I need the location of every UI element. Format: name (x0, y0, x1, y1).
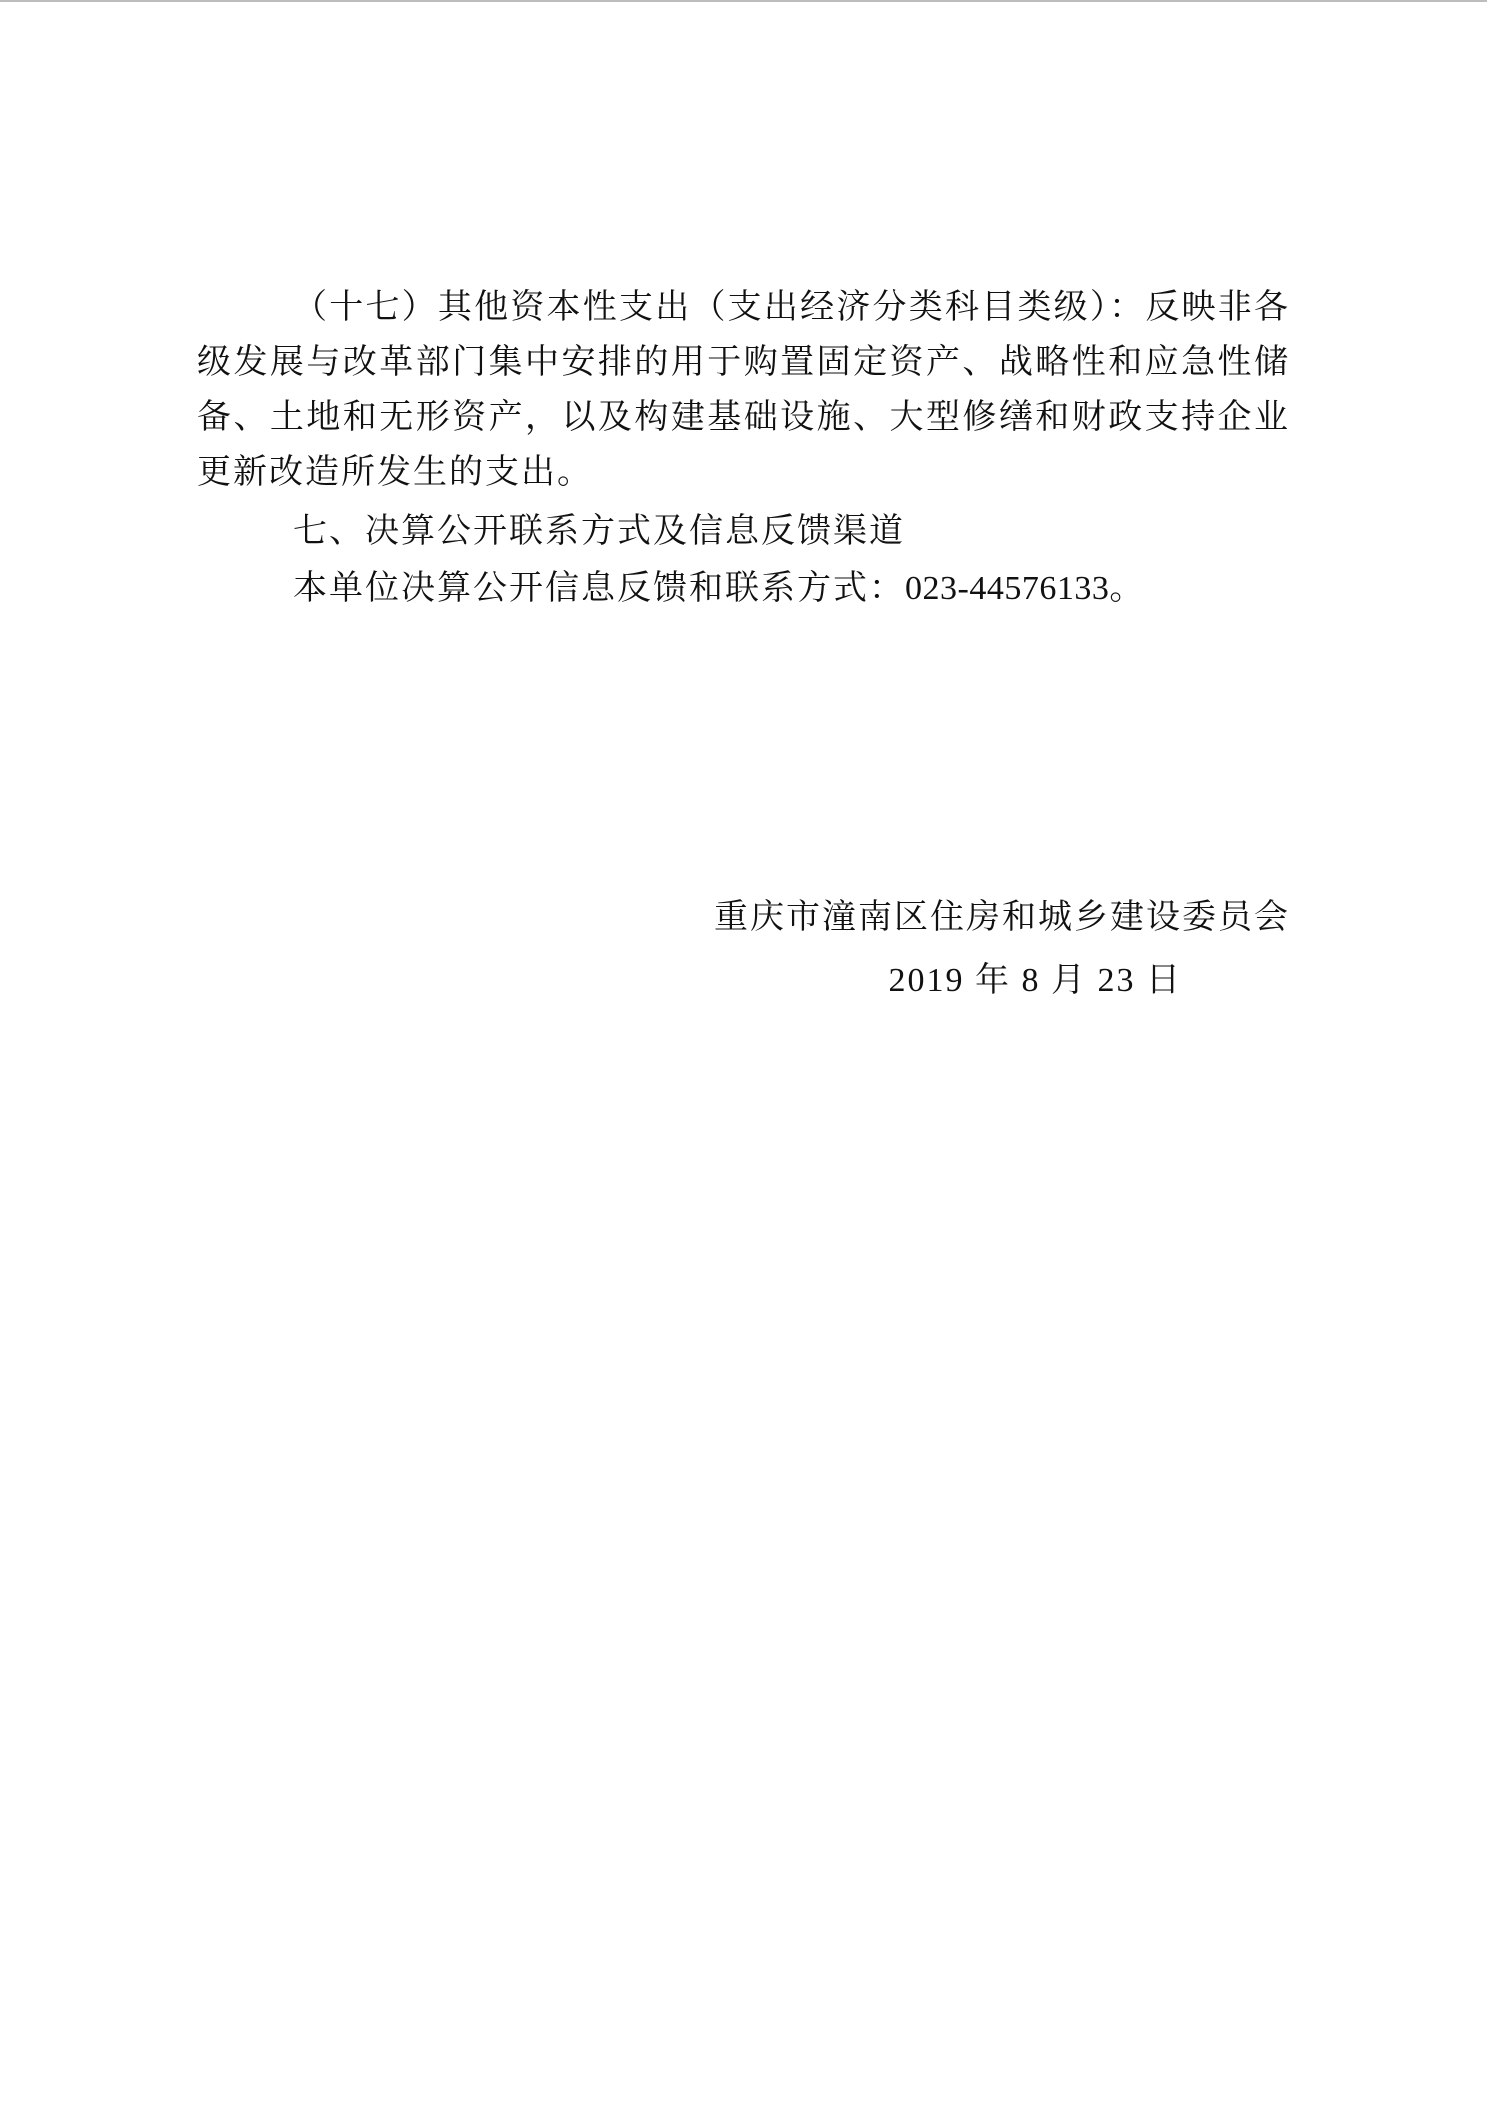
contact-label: 本单位决算公开信息反馈和联系方式： (293, 568, 905, 609)
contact-line (197, 561, 1290, 616)
document-body (197, 280, 1290, 616)
section-heading-contact: 七、决算公开联系方式及信息反馈渠道 (293, 511, 905, 552)
signature-block (560, 890, 1290, 1009)
issue-date: 2019 年 8 月 23 日 (888, 962, 1182, 1000)
contact-line-end: 。 (1109, 568, 1146, 609)
paragraph-other-capital-expenditure: （十七）其他资本性支出（支出经济分类科目类级）：反映非各级发展与改革部门集中安排的用于购置固定资产、战略性和应急性储备、土地和无形资产，以及构建基础设施、大型修缮和财政支持企业更新改造所发生的支出。 (197, 287, 1290, 493)
issuing-organization: 重庆市潼南区住房和城乡建设委员会 (714, 897, 1290, 937)
contact-phone-number: 023-44576133 (905, 570, 1110, 608)
page-top-border (0, 0, 1487, 2)
